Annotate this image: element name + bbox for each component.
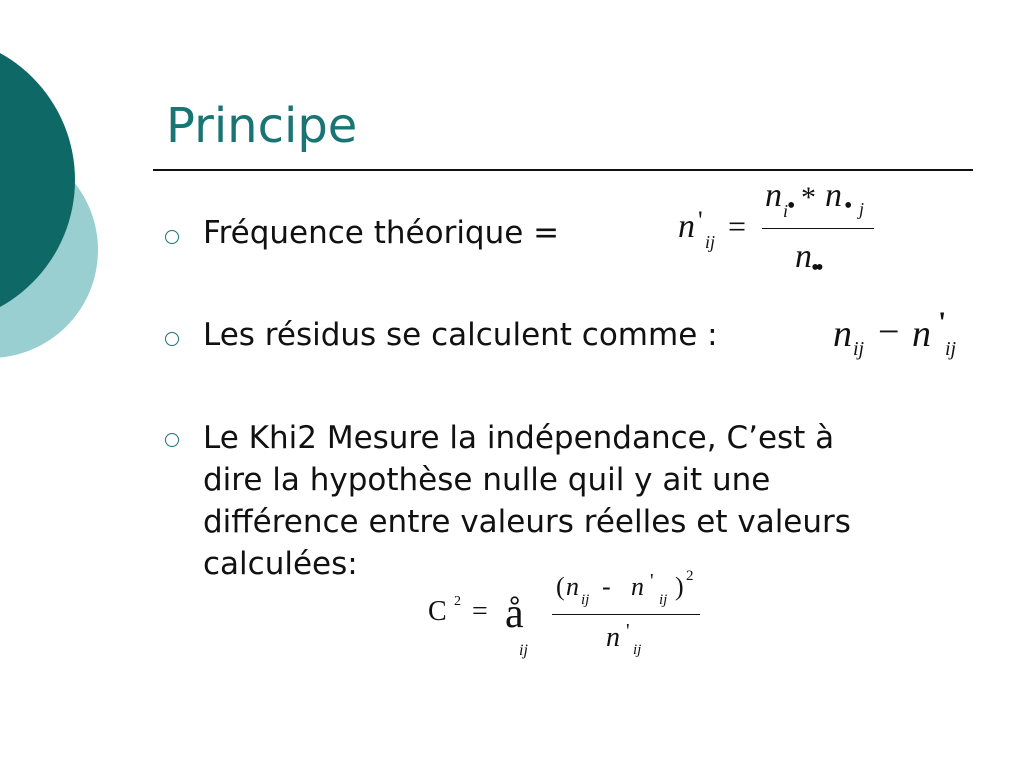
bullet-circle-icon (165, 332, 179, 346)
f1-dots: •• (811, 255, 820, 281)
f1-equals: = (728, 208, 747, 244)
f3-dprime: ' (626, 620, 630, 642)
bullet-frequence: Fréquence théorique = (203, 215, 560, 251)
f3-dij: ij (633, 642, 642, 658)
f3-close-paren: ) (675, 572, 684, 601)
f1-dot2: • (844, 193, 853, 219)
f2-ij: ij (853, 338, 865, 360)
f1-i: i (783, 201, 789, 221)
f2-minus: − (878, 311, 900, 353)
f3-minus: - (602, 572, 611, 601)
f3-equals: = (472, 596, 488, 627)
f3-open-paren: ( (556, 572, 565, 601)
bullet-residus: Les résidus se calculent comme : (203, 317, 718, 353)
bullet-khi2 (203, 417, 851, 585)
f2-n: n (833, 313, 852, 355)
f1-ij: ij (705, 232, 716, 252)
f3-n2: n (631, 572, 644, 601)
f3-dn: n (606, 622, 620, 653)
f1-prime: ' (698, 206, 703, 235)
bullet-circle-icon (165, 433, 179, 447)
f3-c: C (428, 596, 447, 627)
bullet-circle-icon (165, 230, 179, 244)
bullet-khi2-line-2: dire la hypothèse nulle quil y ait une (203, 462, 771, 498)
f1-j: j (859, 199, 865, 219)
decorative-circles (0, 0, 120, 420)
f2-prime: ' (938, 306, 947, 339)
bullet-khi2-line-1: Le Khi2 Mesure la indépendance, C’est à (203, 420, 835, 456)
f1-n: n (678, 208, 695, 245)
f3-sum: å (505, 591, 524, 637)
f3-sum-sub: ij (519, 642, 528, 659)
f1-star: * (801, 181, 816, 214)
f3-prime: ' (650, 570, 654, 592)
f3-fraction-bar (552, 614, 700, 615)
f1-dot1: • (787, 193, 796, 219)
f2-n2: n (912, 313, 931, 355)
slide-title: Principe (166, 98, 358, 154)
f3-ij2: ij (659, 592, 668, 608)
f1-nj: n (825, 177, 842, 214)
f3-n: n (566, 572, 579, 601)
f3-pow: 2 (686, 568, 694, 584)
f1-fraction-bar (762, 228, 874, 229)
f1-ni: n (765, 177, 782, 214)
f3-exp: 2 (454, 594, 461, 609)
title-divider (153, 169, 973, 171)
f3-ij: ij (581, 592, 590, 608)
bullet-khi2-line-3: différence entre valeurs réelles et valeurs (203, 504, 851, 540)
f2-ij2: ij (945, 338, 957, 360)
f1-n-denominator: n (795, 238, 812, 275)
bullet-khi2-line-4: calculées: (203, 546, 358, 582)
